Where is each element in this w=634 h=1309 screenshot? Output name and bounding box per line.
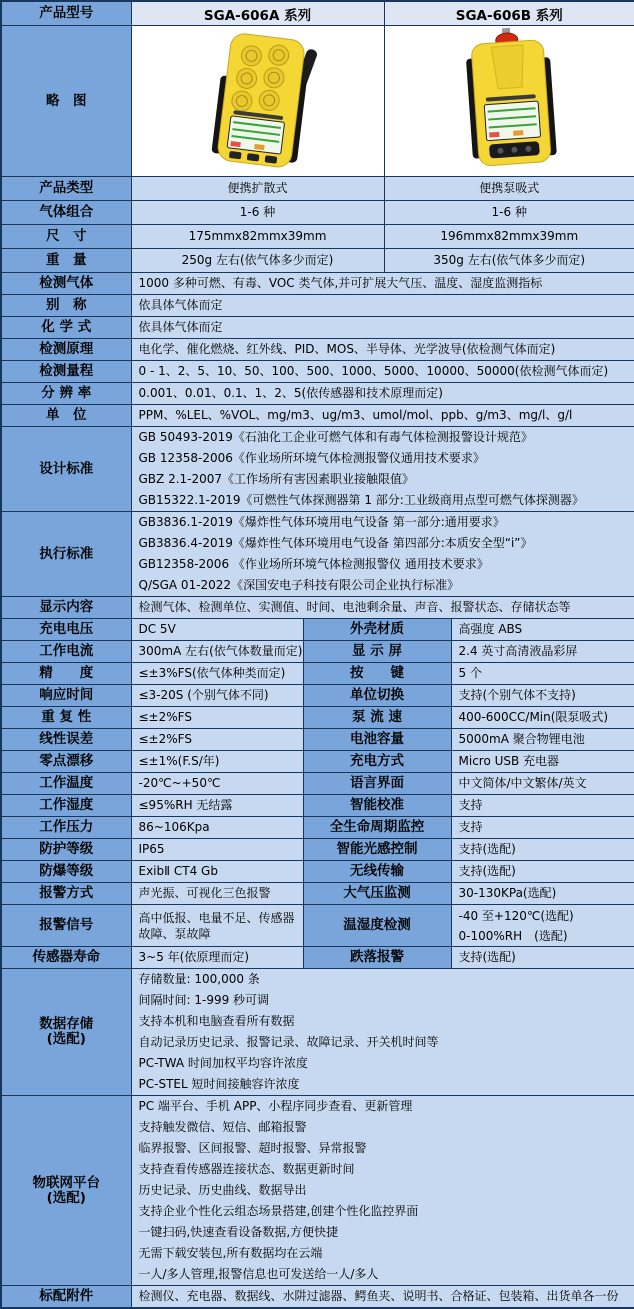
table-row — [1, 512, 634, 597]
standard-line: GB3836.4-2019《爆炸性气体环境用电气设备 第四部分:本质安全型“i”》 — [139, 533, 631, 554]
row-label-line: 数据存储 — [4, 1017, 129, 1032]
iot-line: 无需下载安装包,所有数据均在云端 — [139, 1243, 631, 1264]
row-value: 高强度 ABS — [451, 619, 634, 641]
storage-line: 存储数量: 100,000 条 — [139, 969, 631, 990]
table-row — [1, 427, 634, 512]
table-row — [1, 383, 634, 405]
row-label: 充电方式 — [303, 751, 451, 773]
table-row — [1, 619, 634, 641]
table-row — [1, 883, 634, 905]
row-label: 单位切换 — [303, 685, 451, 707]
row-label-note: (选配) — [4, 1032, 129, 1047]
row-value: 400-600CC/Min(限泵吸式) — [451, 707, 634, 729]
row-value: 支持(个别气体不支持) — [451, 685, 634, 707]
table-row — [1, 839, 634, 861]
table-row — [1, 729, 634, 751]
row-value: 86~106Kpa — [131, 817, 303, 839]
row-value: 0 - 1、2、5、10、50、100、500、1000、5000、10000、50000(依检测气体而定) — [131, 361, 634, 383]
row-label-iot-platform — [1, 1096, 131, 1286]
standard-line: GB15322.1-2019《可燃性气体探测器第 1 部分:工业级商用点型可燃气体探测器》 — [139, 490, 631, 511]
row-label: 电池容量 — [303, 729, 451, 751]
row-value: 5 个 — [451, 663, 634, 685]
data-storage-cell — [131, 969, 634, 1096]
table-row — [1, 751, 634, 773]
storage-line: 自动记录历史记录、报警记录、故障记录、开关机时间等 — [139, 1032, 631, 1053]
standard-line: GB12358-2006 《作业场所环境气体检测报警仪 通用技术要求》 — [139, 554, 631, 575]
row-label: 检测原理 — [1, 339, 131, 361]
table-row — [1, 26, 634, 177]
row-value: 3~5 年(依原理而定) — [131, 947, 303, 969]
row-label: 工作湿度 — [1, 795, 131, 817]
row-label-line: 物联网平台 — [4, 1176, 129, 1191]
row-label: 执行标准 — [1, 512, 131, 597]
device-b-image-cell — [384, 26, 634, 177]
execution-standards-cell — [131, 512, 634, 597]
row-label: 显示内容 — [1, 597, 131, 619]
row-value: 检测气体、检测单位、实测值、时间、电池剩余量、声音、报警状态、存储状态等 — [131, 597, 634, 619]
standard-line: GB 50493-2019《石油化工企业可燃气体和有毒气体检测报警设计规范》 — [139, 427, 631, 448]
table-row — [1, 707, 634, 729]
storage-line: PC-TWA 时间加权平均容许浓度 — [139, 1053, 631, 1074]
device-a-illustration — [132, 26, 385, 172]
value-a: 便携扩散式 — [131, 177, 384, 201]
row-label: 按 键 — [303, 663, 451, 685]
row-value: 5000mA 聚合物锂电池 — [451, 729, 634, 751]
row-label: 语言界面 — [303, 773, 451, 795]
iot-line: 历史记录、历史曲线、数据导出 — [139, 1180, 631, 1201]
iot-line: 支持企业个性化云组态场景搭建,创建个性化监控界面 — [139, 1201, 631, 1222]
row-label: 报警信号 — [1, 905, 131, 947]
table-row — [1, 317, 634, 339]
row-label: 温湿度检测 — [303, 905, 451, 947]
row-value: 支持(选配) — [451, 947, 634, 969]
row-label-data-storage — [1, 969, 131, 1096]
row-value: DC 5V — [131, 619, 303, 641]
value-b: 便携泵吸式 — [384, 177, 634, 201]
row-label: 线性误差 — [1, 729, 131, 751]
row-value-line: 0-100%RH (选配) — [459, 926, 631, 946]
row-label: 检测气体 — [1, 273, 131, 295]
iot-line: 临界报警、区间报警、超时报警、异常报警 — [139, 1138, 631, 1159]
row-value: -20℃~+50℃ — [131, 773, 303, 795]
sketch-label: 略 图 — [1, 26, 131, 177]
value-a: 250g 左右(依气体多少而定) — [131, 249, 384, 273]
value-a: 175mmx82mmx39mm — [131, 225, 384, 249]
standard-line: GB 12358-2006《作业场所环境气体检测报警仪通用技术要求》 — [139, 448, 631, 469]
table-row — [1, 1096, 634, 1286]
row-value: 依具体气体而定 — [131, 295, 634, 317]
row-label: 防护等级 — [1, 839, 131, 861]
storage-line: 支持本机和电脑查看所有数据 — [139, 1011, 631, 1032]
table-row — [1, 295, 634, 317]
row-label: 工作电流 — [1, 641, 131, 663]
row-value: ≤±1%(F.S/年) — [131, 751, 303, 773]
row-label: 分 辨 率 — [1, 383, 131, 405]
table-row — [1, 405, 634, 427]
row-value: 支持(选配) — [451, 839, 634, 861]
row-label: 外壳材质 — [303, 619, 451, 641]
row-value: 中文简体/中文繁体/英文 — [451, 773, 634, 795]
row-value: 依具体气体而定 — [131, 317, 634, 339]
iot-line: 支持触发微信、短信、邮箱报警 — [139, 1117, 631, 1138]
row-value: Micro USB 充电器 — [451, 751, 634, 773]
standard-line: Q/SGA 01-2022《深国安电子科技有限公司企业执行标准》 — [139, 575, 631, 596]
table-row — [1, 685, 634, 707]
row-label: 气体组合 — [1, 201, 131, 225]
row-value: 1000 多种可燃、有毒、VOC 类气体,并可扩展大气压、温度、湿度监测指标 — [131, 273, 634, 295]
row-value: 支持 — [451, 817, 634, 839]
row-label: 标配附件 — [1, 1286, 131, 1309]
table-row — [1, 795, 634, 817]
table-row — [1, 361, 634, 383]
row-label: 无线传输 — [303, 861, 451, 883]
table-row — [1, 969, 634, 1096]
table-row — [1, 1286, 634, 1309]
table-row — [1, 177, 634, 201]
value-b: 1-6 种 — [384, 201, 634, 225]
table-row — [1, 1, 634, 26]
standard-line: GB3836.1-2019《爆炸性气体环境用电气设备 第一部分:通用要求》 — [139, 512, 631, 533]
row-value-multiline — [451, 905, 634, 947]
row-label: 防爆等级 — [1, 861, 131, 883]
table-row — [1, 905, 634, 947]
table-row — [1, 773, 634, 795]
row-label: 精 度 — [1, 663, 131, 685]
row-value: 支持(选配) — [451, 861, 634, 883]
row-value: 高中低报、电量不足、传感器故障、泵故障 — [131, 905, 303, 947]
storage-line: PC-STEL 短时间接触容许浓度 — [139, 1074, 631, 1095]
row-value: PPM、%LEL、%VOL、mg/m3、ug/m3、umol/mol、ppb、g/m3、mg/l、g/l — [131, 405, 634, 427]
row-label: 跌落报警 — [303, 947, 451, 969]
storage-line: 间隔时间: 1-999 秒可调 — [139, 990, 631, 1011]
iot-line: 一键扫码,快速查看设备数据,方便快捷 — [139, 1222, 631, 1243]
iot-line: PC 端平台、手机 APP、小程序同步查看、更新管理 — [139, 1096, 631, 1117]
row-value: 检测仪、充电器、数据线、水阱过滤器、鳄鱼夹、说明书、合格证、包装箱、出货单各一份 — [131, 1286, 634, 1309]
value-b: 196mmx82mmx39mm — [384, 225, 634, 249]
table-row — [1, 339, 634, 361]
row-value: 声光振、可视化三色报警 — [131, 883, 303, 905]
row-label: 大气压监测 — [303, 883, 451, 905]
iot-platform-cell — [131, 1096, 634, 1286]
table-row — [1, 201, 634, 225]
row-value-line: -40 至+120℃(选配) — [459, 906, 631, 926]
row-label: 化 学 式 — [1, 317, 131, 339]
device-a-image-cell — [131, 26, 384, 177]
row-label: 尺 寸 — [1, 225, 131, 249]
row-value: ExibⅡ CT4 Gb — [131, 861, 303, 883]
row-label: 重 复 性 — [1, 707, 131, 729]
table-row — [1, 641, 634, 663]
table-row — [1, 861, 634, 883]
row-value: ≤±2%FS — [131, 707, 303, 729]
value-a: 1-6 种 — [131, 201, 384, 225]
row-value: 支持 — [451, 795, 634, 817]
row-value: 0.001、0.01、0.1、1、2、5(依传感器和技术原理而定) — [131, 383, 634, 405]
row-value: 电化学、催化燃烧、红外线、PID、MOS、半导体、光学波导(依检测气体而定) — [131, 339, 634, 361]
row-label: 充电电压 — [1, 619, 131, 641]
row-label: 传感器寿命 — [1, 947, 131, 969]
row-label: 设计标准 — [1, 427, 131, 512]
row-label: 重 量 — [1, 249, 131, 273]
row-value: ≤±2%FS — [131, 729, 303, 751]
row-label: 智能光感控制 — [303, 839, 451, 861]
row-label: 产品类型 — [1, 177, 131, 201]
iot-line: 支持查看传感器连接状态、数据更新时间 — [139, 1159, 631, 1180]
row-label: 工作温度 — [1, 773, 131, 795]
row-label: 检测量程 — [1, 361, 131, 383]
row-label: 报警方式 — [1, 883, 131, 905]
header-series-b: SGA-606B 系列 — [384, 1, 634, 26]
header-series-a: SGA-606A 系列 — [131, 1, 384, 26]
row-label: 单 位 — [1, 405, 131, 427]
row-value: 300mA 左右(依气体数量而定) — [131, 641, 303, 663]
standard-line: GBZ 2.1-2007《工作场所有害因素职业接触限值》 — [139, 469, 631, 490]
row-label-note: (选配) — [4, 1191, 129, 1206]
row-label: 别 称 — [1, 295, 131, 317]
row-label: 响应时间 — [1, 685, 131, 707]
row-label: 全生命周期监控 — [303, 817, 451, 839]
row-label: 显 示 屏 — [303, 641, 451, 663]
header-product-model-label: 产品型号 — [1, 1, 131, 26]
row-value: IP65 — [131, 839, 303, 861]
row-label: 智能校准 — [303, 795, 451, 817]
row-value: ≤±3%FS(依气体种类而定) — [131, 663, 303, 685]
table-row — [1, 273, 634, 295]
table-row — [1, 225, 634, 249]
table-row — [1, 817, 634, 839]
table-row — [1, 663, 634, 685]
row-value: 2.4 英寸高清液晶彩屏 — [451, 641, 634, 663]
iot-line: 一人/多人管理,报警信息也可发送给一人/多人 — [139, 1264, 631, 1285]
device-b-illustration — [385, 26, 634, 172]
row-label: 泵 流 速 — [303, 707, 451, 729]
row-value: 30-130KPa(选配) — [451, 883, 634, 905]
row-label: 工作压力 — [1, 817, 131, 839]
row-label: 零点漂移 — [1, 751, 131, 773]
row-value: ≤95%RH 无结露 — [131, 795, 303, 817]
row-value: ≤3-20S (个别气体不同) — [131, 685, 303, 707]
table-row — [1, 947, 634, 969]
table-row — [1, 249, 634, 273]
table-row — [1, 597, 634, 619]
design-standards-cell — [131, 427, 634, 512]
value-b: 350g 左右(依气体多少而定) — [384, 249, 634, 273]
